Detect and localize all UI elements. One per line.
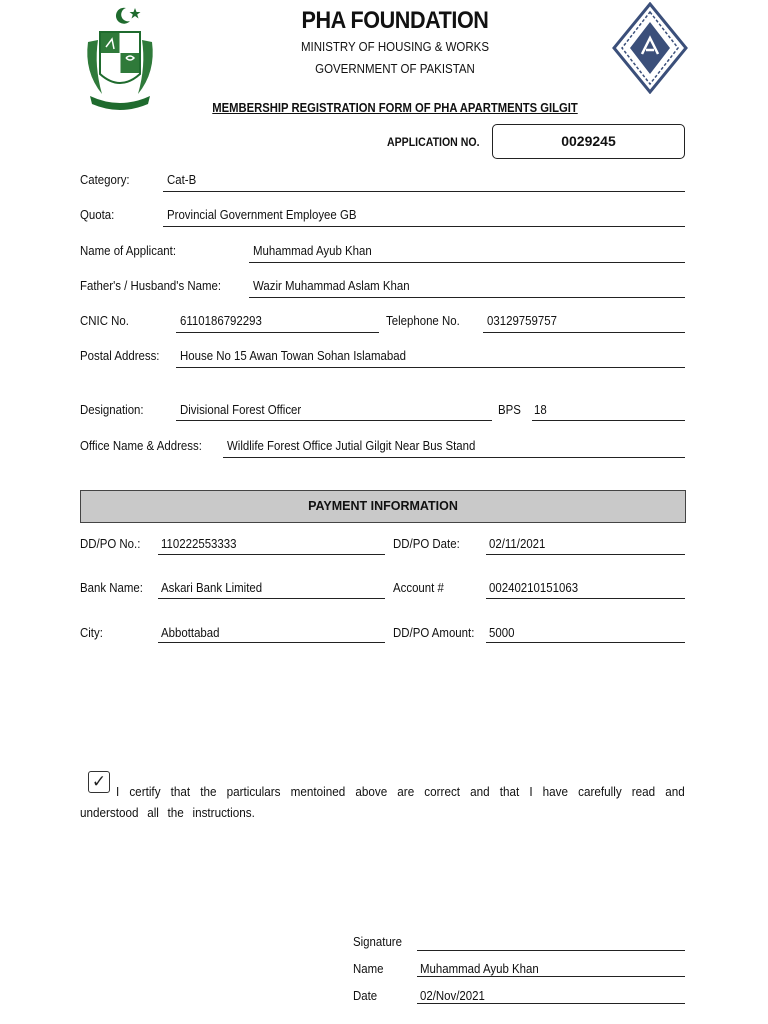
office-address-underline xyxy=(223,457,685,458)
quota-underline xyxy=(163,226,685,227)
bank-name-label: Bank Name: xyxy=(80,580,143,595)
ddpo-no-underline xyxy=(158,554,385,555)
city-field[interactable]: Abbottabad xyxy=(161,625,220,640)
city-underline xyxy=(158,642,385,643)
ddpo-no-field[interactable]: 110222553333 xyxy=(161,536,237,551)
application-no-field[interactable]: 0029245 xyxy=(492,124,685,159)
office-address-label: Office Name & Address: xyxy=(80,438,202,453)
ddpo-amount-underline xyxy=(486,642,685,643)
government-name: GOVERNMENT OF PAKISTAN xyxy=(315,62,475,76)
certification-text xyxy=(80,781,685,823)
pha-foundation-logo xyxy=(612,2,688,94)
quota-field[interactable]: Provincial Government Employee GB xyxy=(167,207,357,222)
ddpo-date-label: DD/PO Date: xyxy=(393,536,460,551)
account-underline xyxy=(486,598,685,599)
ddpo-amount-label: DD/PO Amount: xyxy=(393,625,475,640)
ddpo-no-label: DD/PO No.: xyxy=(80,536,141,551)
sign-name-underline xyxy=(417,976,685,977)
designation-label: Designation: xyxy=(80,402,144,417)
applicant-name-underline xyxy=(249,262,685,263)
state-emblem-logo xyxy=(80,2,160,114)
account-label: Account # xyxy=(393,580,444,595)
category-field[interactable]: Cat-B xyxy=(167,172,197,187)
bps-underline xyxy=(532,420,685,421)
category-underline xyxy=(163,191,685,192)
ddpo-date-underline xyxy=(486,554,685,555)
sign-name-label: Name xyxy=(353,961,384,976)
quota-label: Quota: xyxy=(80,207,115,222)
sign-date-field[interactable]: 02/Nov/2021 xyxy=(420,988,485,1003)
postal-address-underline xyxy=(176,367,685,368)
bank-name-underline xyxy=(158,598,385,599)
designation-field[interactable]: Divisional Forest Officer xyxy=(180,402,302,417)
bps-field[interactable]: 18 xyxy=(534,402,547,417)
ddpo-amount-field[interactable]: 5000 xyxy=(489,625,515,640)
father-name-field[interactable]: Wazir Muhammad Aslam Khan xyxy=(253,278,410,293)
org-name: PHA FOUNDATION xyxy=(301,7,489,34)
application-no-label: APPLICATION NO. xyxy=(387,135,480,149)
certify-checkbox[interactable]: ✓ xyxy=(88,771,110,793)
bank-name-field[interactable]: Askari Bank Limited xyxy=(161,580,263,595)
cnic-label: CNIC No. xyxy=(80,313,129,328)
bps-label: BPS xyxy=(498,402,521,417)
sign-name-field[interactable]: Muhammad Ayub Khan xyxy=(420,961,539,976)
sign-date-label: Date xyxy=(353,988,378,1003)
postal-address-field[interactable]: House No 15 Awan Towan Sohan Islamabad xyxy=(180,348,406,363)
telephone-underline xyxy=(483,332,685,333)
applicant-name-label: Name of Applicant: xyxy=(80,243,177,258)
applicant-name-field[interactable]: Muhammad Ayub Khan xyxy=(253,243,372,258)
certification-statement: I certify that the particulars mentoined above are correct and that I have carefully read and understood all the instructions. xyxy=(80,784,685,820)
ministry-name: MINISTRY OF HOUSING & WORKS xyxy=(300,40,490,54)
office-address-field[interactable]: Wildlife Forest Office Jutial Gilgit Near Bus Stand xyxy=(227,438,476,453)
sign-date-underline xyxy=(417,1003,685,1004)
father-name-label: Father's / Husband's Name: xyxy=(80,278,222,293)
form-title: MEMBERSHIP REGISTRATION FORM OF PHA APARTMENTS GILGIT xyxy=(212,101,578,115)
signature-label: Signature xyxy=(353,934,402,949)
telephone-field[interactable]: 03129759757 xyxy=(487,313,557,328)
signature-underline xyxy=(417,950,685,951)
father-name-underline xyxy=(249,297,685,298)
ddpo-date-field[interactable]: 02/11/2021 xyxy=(489,536,546,551)
cnic-underline xyxy=(176,332,379,333)
category-label: Category: xyxy=(80,172,130,187)
designation-underline xyxy=(176,420,492,421)
payment-information-header: PAYMENT INFORMATION xyxy=(80,490,686,523)
cnic-field[interactable]: 6110186792293 xyxy=(180,313,262,328)
city-label: City: xyxy=(80,625,103,640)
telephone-label: Telephone No. xyxy=(386,313,460,328)
postal-address-label: Postal Address: xyxy=(80,348,160,363)
account-field[interactable]: 00240210151063 xyxy=(489,580,579,595)
